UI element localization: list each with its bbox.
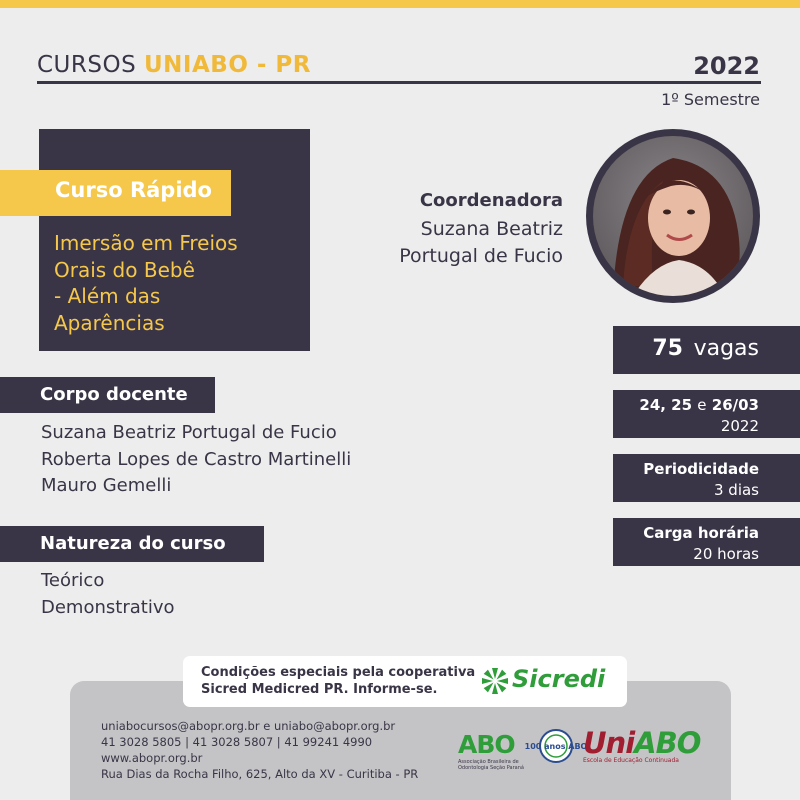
dates-year: 2022 (720, 417, 759, 435)
title-prefix: CURSOS (37, 52, 144, 78)
sicredi-brand: Sicredi (512, 665, 606, 693)
coordinator-name (399, 216, 563, 270)
vagas-box (613, 326, 800, 374)
periodicidade-value: 3 dias (713, 481, 759, 499)
carga-horaria-box (613, 518, 800, 566)
contact-website[interactable]: www.abopr.org.br (101, 751, 203, 765)
course-type-label: Curso Rápido (55, 178, 212, 202)
abo-100-anos-seal-icon (524, 728, 588, 764)
dates-days-first: 24, 25 (639, 396, 693, 414)
page-title (37, 52, 311, 78)
footer-contacts (101, 718, 418, 782)
carga-horaria-value: 20 horas (693, 545, 759, 563)
corpo-docente-title: Corpo docente (40, 384, 188, 405)
list-item: Demonstrativo (41, 596, 175, 618)
periodicidade-box (613, 454, 800, 502)
corpo-docente-list (41, 420, 351, 500)
course-name-line: Aparências (54, 310, 165, 335)
natureza-title: Natureza do curso (40, 533, 226, 554)
offer-line: Condições especiais pela cooperativa (201, 665, 476, 680)
dates-separator: e (697, 396, 707, 414)
natureza-header (0, 526, 264, 562)
vagas-label: vagas (693, 336, 759, 361)
header-year: 2022 (693, 52, 760, 80)
uniabo-logo-abo: ABO (634, 726, 701, 760)
course-name-line: - Além das (54, 284, 161, 308)
offer-text (201, 664, 475, 698)
dates-days-last: 26/03 (711, 396, 759, 414)
uniabo-logo (583, 726, 700, 764)
top-accent-bar (0, 0, 800, 8)
uniabo-logo-uni: Uni (583, 726, 635, 760)
vagas-number: 75 (652, 336, 683, 361)
header-semester: 1º Semestre (661, 90, 760, 109)
dates-box (613, 390, 800, 438)
sicredi-logo-icon (480, 666, 510, 696)
contact-phones: 41 3028 5805 | 41 3028 5807 | 41 99241 4990 (101, 735, 373, 749)
uniabo-logo-subtitle: Escola de Educação Continuada (583, 757, 679, 764)
coordinator-label: Coordenadora (419, 190, 563, 211)
coordinator-name-line: Suzana Beatriz (420, 218, 563, 240)
contact-emails[interactable]: uniabocursos@abopr.org.br e uniabo@abopr.org.br (101, 719, 396, 733)
corpo-docente-header (0, 377, 215, 413)
dates-days (639, 396, 759, 414)
offer-line: Sicred Medicred PR. Informe-se. (201, 682, 438, 697)
contact-address: Rua Dias da Rocha Filho, 625, Alto da XV - Curitiba - PR (101, 767, 419, 781)
list-item: Mauro Gemelli (41, 475, 172, 496)
list-item: Roberta Lopes de Castro Martinelli (41, 448, 352, 470)
title-accent: UNIABO - PR (144, 52, 311, 78)
course-type-tag (0, 170, 231, 216)
coordinator-name-line: Portugal de Fucio (399, 245, 563, 267)
abo-logo-text: ABO (458, 730, 515, 759)
sicredi-offer-banner (183, 656, 627, 707)
periodicidade-label: Periodicidade (643, 460, 759, 478)
course-name (54, 230, 299, 336)
portrait-image (593, 136, 753, 296)
header-divider (37, 81, 761, 84)
seal-text: 100 anos ABO (524, 742, 588, 751)
carga-horaria-label: Carga horária (643, 524, 759, 542)
course-name-line: Orais do Bebê (54, 257, 195, 282)
list-item: Teórico (41, 570, 105, 591)
list-item: Suzana Beatriz Portugal de Fucio (41, 422, 337, 443)
abo-logo-subtitle: Associação Brasileira de Odontologia Seção Paraná (458, 759, 524, 771)
course-name-line: Imersão em Freios (54, 231, 238, 255)
natureza-list (41, 568, 174, 621)
coordinator-photo (586, 129, 760, 303)
